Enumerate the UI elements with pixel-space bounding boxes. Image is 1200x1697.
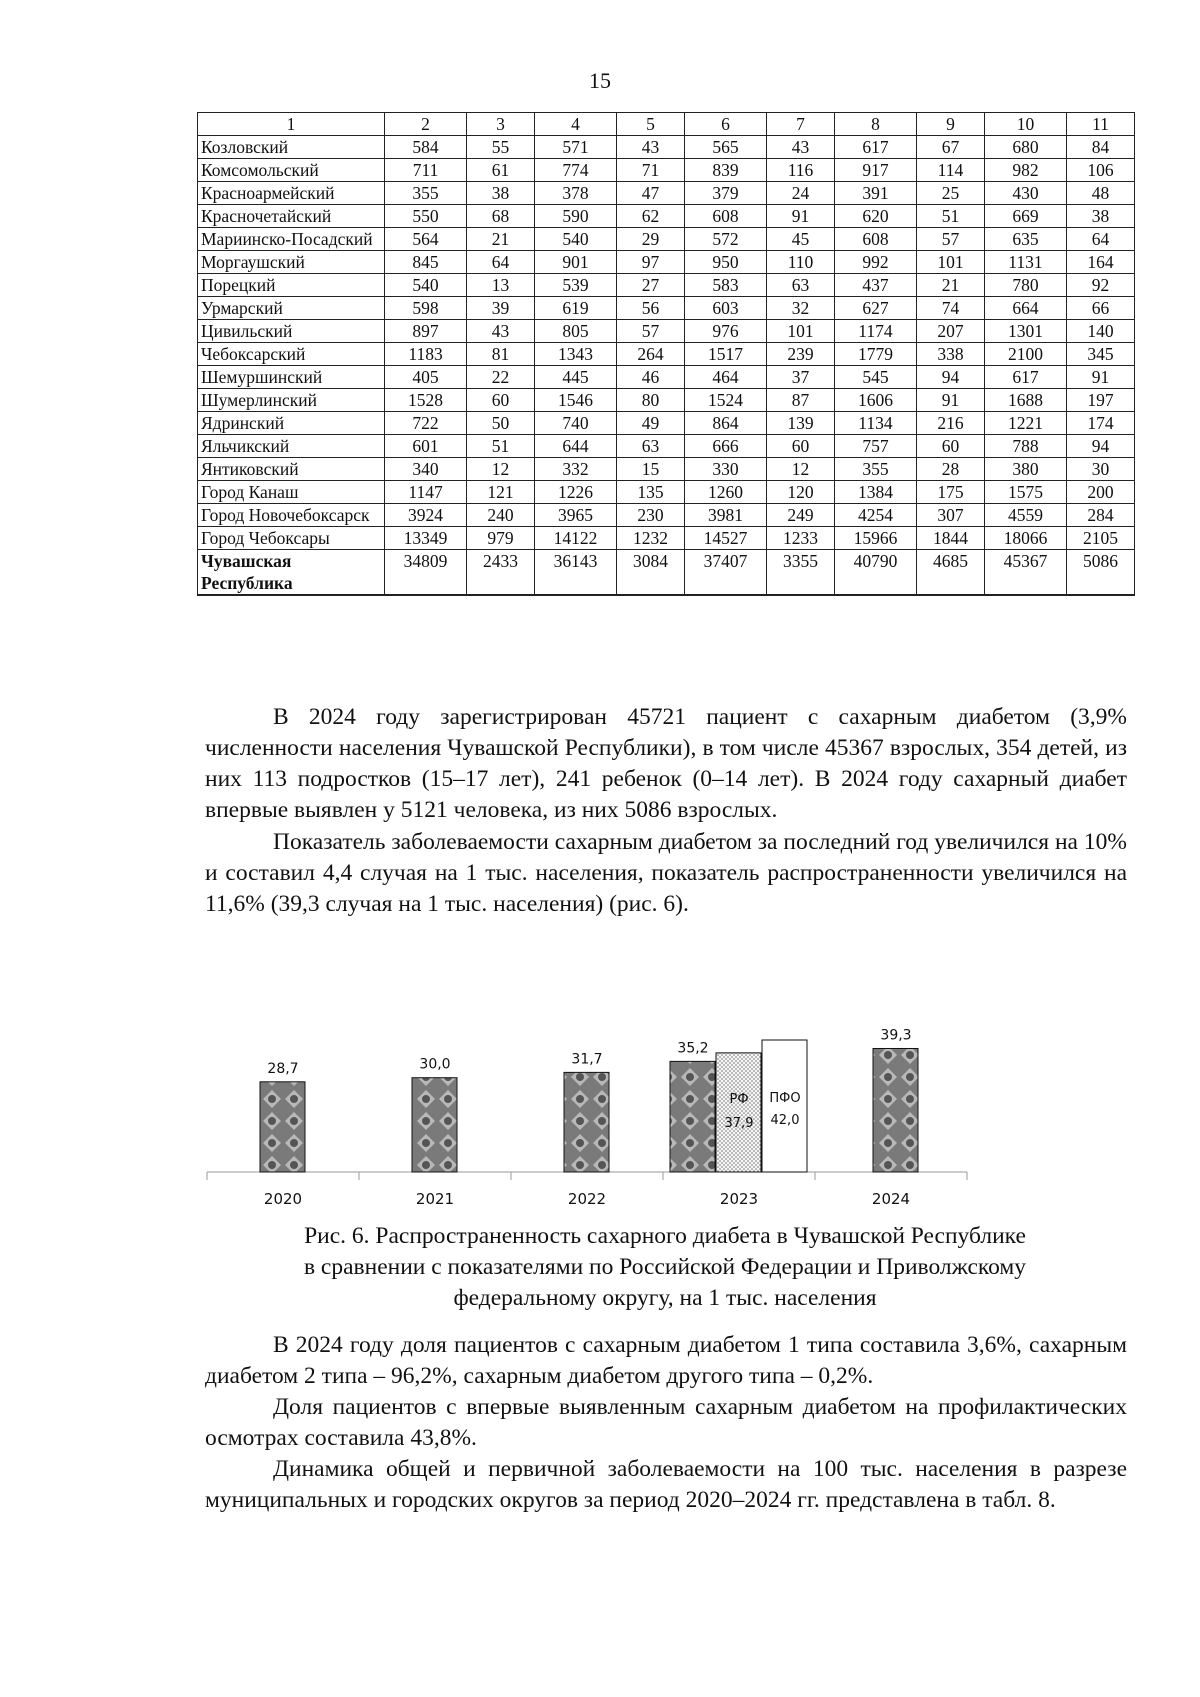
table-row xyxy=(198,343,1135,366)
table-cell: 1134 xyxy=(834,412,916,435)
table-cell: 539 xyxy=(534,274,616,297)
table-cell: 21 xyxy=(467,228,535,251)
table-cell: 4559 xyxy=(984,504,1066,527)
table-cell: 1384 xyxy=(834,481,916,504)
x-tick-label: 2020 xyxy=(263,1190,303,1208)
table-cell: 30 xyxy=(1067,458,1135,481)
table-cell: 135 xyxy=(617,481,685,504)
table-cell: 64 xyxy=(467,251,535,274)
table-cell: 94 xyxy=(1067,435,1135,458)
table-cell: 355 xyxy=(834,458,916,481)
table-cell: 43 xyxy=(467,320,535,343)
table-cell: 60 xyxy=(767,435,835,458)
table-cell: 284 xyxy=(1067,504,1135,527)
table-cell: 28 xyxy=(917,458,985,481)
district-name-cell: Город Канаш xyxy=(198,481,385,504)
table-cell: 66 xyxy=(1067,297,1135,320)
table-cell: 175 xyxy=(917,481,985,504)
bar xyxy=(762,1040,807,1172)
x-tick-label: 2024 xyxy=(871,1190,911,1208)
table-cell: 106 xyxy=(1067,159,1135,182)
table-cell: 43 xyxy=(767,136,835,159)
table-cell: 340 xyxy=(385,458,467,481)
table-cell: 140 xyxy=(1067,320,1135,343)
table-cell: 230 xyxy=(617,504,685,527)
table-cell: 338 xyxy=(917,343,985,366)
table-row xyxy=(198,435,1135,458)
table-header-cell: 4 xyxy=(534,113,616,136)
table-cell: 40790 xyxy=(834,550,916,596)
table-cell: 2433 xyxy=(467,550,535,596)
table-header-cell: 2 xyxy=(385,113,467,136)
table-cell: 845 xyxy=(385,251,467,274)
table-row xyxy=(198,274,1135,297)
table-cell: 379 xyxy=(684,182,766,205)
table-cell: 1301 xyxy=(984,320,1066,343)
table-cell: 564 xyxy=(385,228,467,251)
table-cell: 345 xyxy=(1067,343,1135,366)
table-cell: 666 xyxy=(684,435,766,458)
table-cell: 74 xyxy=(917,297,985,320)
table-cell: 197 xyxy=(1067,389,1135,412)
table-row xyxy=(198,205,1135,228)
table-cell: 94 xyxy=(917,366,985,389)
table-cell: 1844 xyxy=(917,527,985,550)
table-cell: 3981 xyxy=(684,504,766,527)
district-name-cell: Янтиковский xyxy=(198,458,385,481)
table-row xyxy=(198,389,1135,412)
table-cell: 1183 xyxy=(385,343,467,366)
table-cell: 608 xyxy=(684,205,766,228)
table-cell: 1343 xyxy=(534,343,616,366)
district-name-cell: Ядринский xyxy=(198,412,385,435)
table-cell: 805 xyxy=(534,320,616,343)
table-cell: 601 xyxy=(385,435,467,458)
x-tick-label: 2021 xyxy=(415,1190,455,1208)
table-header-row xyxy=(198,113,1135,136)
data-label: 31,7 xyxy=(571,1051,603,1068)
table-cell: 13349 xyxy=(385,527,467,550)
table-cell: 55 xyxy=(467,136,535,159)
data-label: 42,0 xyxy=(770,1113,800,1128)
table-cell: 47 xyxy=(617,182,685,205)
table-cell: 92 xyxy=(1067,274,1135,297)
table-cell: 45 xyxy=(767,228,835,251)
table-cell: 617 xyxy=(834,136,916,159)
paragraph-dynamics: Динамика общей и первичной заболеваемости на 100 тыс. населения в разрезе муниципальных и городских округов за период 2020–2024 гг. представлена в табл. 8. xyxy=(205,1456,1127,1513)
table-cell: 116 xyxy=(767,159,835,182)
table-cell: 901 xyxy=(534,251,616,274)
table-cell: 982 xyxy=(984,159,1066,182)
table-cell: 80 xyxy=(617,389,685,412)
table-cell: 897 xyxy=(385,320,467,343)
district-name-cell: Шумерлинский xyxy=(198,389,385,412)
table-cell: 60 xyxy=(467,389,535,412)
table-cell: 101 xyxy=(767,320,835,343)
table-cell: 617 xyxy=(984,366,1066,389)
table-cell: 200 xyxy=(1067,481,1135,504)
table-row xyxy=(198,182,1135,205)
table-cell: 1575 xyxy=(984,481,1066,504)
table-cell: 37407 xyxy=(684,550,766,596)
table-cell: 91 xyxy=(1067,366,1135,389)
table-cell: 780 xyxy=(984,274,1066,297)
table-cell: 38 xyxy=(467,182,535,205)
table-cell: 603 xyxy=(684,297,766,320)
table-row xyxy=(198,458,1135,481)
data-label: 28,7 xyxy=(267,1060,299,1077)
district-name-cell: Шемуршинский xyxy=(198,366,385,389)
table-cell: 774 xyxy=(534,159,616,182)
table-cell: 332 xyxy=(534,458,616,481)
table-cell: 64 xyxy=(1067,228,1135,251)
table-cell: 24 xyxy=(767,182,835,205)
table-cell: 57 xyxy=(917,228,985,251)
table-cell: 627 xyxy=(834,297,916,320)
table-row xyxy=(198,251,1135,274)
table-cell: 584 xyxy=(385,136,467,159)
table-cell: 619 xyxy=(534,297,616,320)
table-cell: 120 xyxy=(767,481,835,504)
table-header-cell: 11 xyxy=(1067,113,1135,136)
table-cell: 540 xyxy=(534,228,616,251)
table-row xyxy=(198,159,1135,182)
table-cell: 57 xyxy=(617,320,685,343)
table-cell: 43 xyxy=(617,136,685,159)
table-header-cell: 1 xyxy=(198,113,385,136)
bar xyxy=(260,1082,305,1172)
table-cell: 15966 xyxy=(834,527,916,550)
table-cell: 1221 xyxy=(984,412,1066,435)
bar xyxy=(564,1072,609,1172)
table-header-cell: 6 xyxy=(684,113,766,136)
caption-line-1: Рис. 6. Распространенность сахарного диабета в Чувашской Республике xyxy=(304,1223,1026,1249)
table-cell: 12 xyxy=(467,458,535,481)
table-cell: 240 xyxy=(467,504,535,527)
table-cell: 540 xyxy=(385,274,467,297)
table-cell: 139 xyxy=(767,412,835,435)
bar xyxy=(670,1061,715,1172)
table-row xyxy=(198,481,1135,504)
caption-line-2: в сравнении с показателями по Российской Федерации и Приволжскому xyxy=(303,1254,1027,1280)
table-cell: 635 xyxy=(984,228,1066,251)
table-cell: 50 xyxy=(467,412,535,435)
bar xyxy=(412,1078,457,1172)
data-label: 30,0 xyxy=(419,1056,451,1073)
table-cell: 1688 xyxy=(984,389,1066,412)
table-cell: 15 xyxy=(617,458,685,481)
table-cell: 21 xyxy=(917,274,985,297)
table-row xyxy=(198,550,1135,596)
table-cell: 979 xyxy=(467,527,535,550)
table-cell: 1517 xyxy=(684,343,766,366)
table-cell: 13 xyxy=(467,274,535,297)
table-cell: 4685 xyxy=(917,550,985,596)
table-cell: 571 xyxy=(534,136,616,159)
table-row xyxy=(198,504,1135,527)
table-cell: 239 xyxy=(767,343,835,366)
table-cell: 1524 xyxy=(684,389,766,412)
table-cell: 1260 xyxy=(684,481,766,504)
table-cell: 598 xyxy=(385,297,467,320)
table-cell: 572 xyxy=(684,228,766,251)
table-cell: 110 xyxy=(767,251,835,274)
table-cell: 25 xyxy=(917,182,985,205)
table-cell: 14122 xyxy=(534,527,616,550)
table-cell: 45367 xyxy=(984,550,1066,596)
table-cell: 711 xyxy=(385,159,467,182)
table-header-cell: 5 xyxy=(617,113,685,136)
table-cell: 664 xyxy=(984,297,1066,320)
table-cell: 39 xyxy=(467,297,535,320)
district-name-cell: Мариинско-Посадский xyxy=(198,228,385,251)
table-cell: 61 xyxy=(467,159,535,182)
table-cell: 864 xyxy=(684,412,766,435)
table-cell: 174 xyxy=(1067,412,1135,435)
table-cell: 22 xyxy=(467,366,535,389)
prevalence-bar-chart xyxy=(195,1000,995,1215)
table-cell: 101 xyxy=(917,251,985,274)
page-number: 15 xyxy=(589,68,611,93)
table-cell: 307 xyxy=(917,504,985,527)
district-name-cell: Цивильский xyxy=(198,320,385,343)
table-cell: 644 xyxy=(534,435,616,458)
table-cell: 437 xyxy=(834,274,916,297)
table-cell: 380 xyxy=(984,458,1066,481)
table-cell: 121 xyxy=(467,481,535,504)
paragraph-diabetes-registered: В 2024 году зарегистрирован 45721 пациент с сахарным диабетом (3,9% численности населения Чувашской Республики), в том числе 45367 взрослых, 354 детей, из них 113 подростков (15–17 лет), 241 ребенок (0–14 лет). В 2024 году сахарный диабет впервые выявлен у 5121 человека, из них 5086 взрослых. xyxy=(205,704,1127,823)
table-cell: 405 xyxy=(385,366,467,389)
data-label: 37,9 xyxy=(724,1115,754,1131)
table-cell: 3924 xyxy=(385,504,467,527)
district-name-cell: Город Чебоксары xyxy=(198,527,385,550)
table-cell: 545 xyxy=(834,366,916,389)
table-cell: 1226 xyxy=(534,481,616,504)
table-cell: 3355 xyxy=(767,550,835,596)
table-cell: 48 xyxy=(1067,182,1135,205)
district-name-cell: Город Новочебоксарск xyxy=(198,504,385,527)
table-cell: 51 xyxy=(917,205,985,228)
table-cell: 378 xyxy=(534,182,616,205)
district-name-cell: Чувашская Республика xyxy=(198,550,385,596)
table-cell: 950 xyxy=(684,251,766,274)
table-cell: 330 xyxy=(684,458,766,481)
table-cell: 60 xyxy=(917,435,985,458)
table-cell: 722 xyxy=(385,412,467,435)
table-cell: 34809 xyxy=(385,550,467,596)
table-cell: 5086 xyxy=(1067,550,1135,596)
table-cell: 391 xyxy=(834,182,916,205)
paragraph-diabetes-types: В 2024 году доля пациентов с сахарным диабетом 1 типа составила 3,6%, сахарным диабетом 2 типа – 96,2%, сахарным диабетом другого типа – 0,2%. xyxy=(205,1332,1127,1389)
table-cell: 14527 xyxy=(684,527,766,550)
table-cell: 36143 xyxy=(534,550,616,596)
table-cell: 46 xyxy=(617,366,685,389)
table-row xyxy=(198,412,1135,435)
table-cell: 37 xyxy=(767,366,835,389)
table-cell: 68 xyxy=(467,205,535,228)
table-header-cell: 9 xyxy=(917,113,985,136)
table-cell: 430 xyxy=(984,182,1066,205)
table-cell: 1779 xyxy=(834,343,916,366)
paragraph-incidence-rate: Показатель заболеваемости сахарным диабетом за последний год увеличился на 10% и составил 4,4 случая на 1 тыс. населения, показатель распространенности увеличился на 11,6% (39,3 случая на 1 тыс. населения) (рис. 6). xyxy=(205,829,1127,917)
table-row xyxy=(198,527,1135,550)
table-cell: 97 xyxy=(617,251,685,274)
table-cell: 992 xyxy=(834,251,916,274)
table-cell: 84 xyxy=(1067,136,1135,159)
table-cell: 2105 xyxy=(1067,527,1135,550)
table-cell: 1131 xyxy=(984,251,1066,274)
table-cell: 207 xyxy=(917,320,985,343)
table-header-cell: 3 xyxy=(467,113,535,136)
series-name-label: РФ xyxy=(729,1091,749,1107)
table-cell: 355 xyxy=(385,182,467,205)
table-cell: 216 xyxy=(917,412,985,435)
district-name-cell: Яльчикский xyxy=(198,435,385,458)
table-cell: 3965 xyxy=(534,504,616,527)
table-cell: 56 xyxy=(617,297,685,320)
district-name-cell: Комсомольский xyxy=(198,159,385,182)
table-cell: 839 xyxy=(684,159,766,182)
series-name-label: ПФО xyxy=(769,1091,801,1106)
table-cell: 1232 xyxy=(617,527,685,550)
table-cell: 249 xyxy=(767,504,835,527)
table-cell: 264 xyxy=(617,343,685,366)
table-cell: 976 xyxy=(684,320,766,343)
table-cell: 788 xyxy=(984,435,1066,458)
table-cell: 620 xyxy=(834,205,916,228)
table-cell: 114 xyxy=(917,159,985,182)
table-cell: 51 xyxy=(467,435,535,458)
table-cell: 608 xyxy=(834,228,916,251)
table-cell: 62 xyxy=(617,205,685,228)
table-cell: 12 xyxy=(767,458,835,481)
paragraph-screening-share: Доля пациентов с впервые выявленным сахарным диабетом на профилактических осмотрах составила 43,8%. xyxy=(205,1394,1127,1451)
x-tick-label: 2023 xyxy=(719,1190,759,1208)
data-label: 35,2 xyxy=(677,1040,709,1057)
table-cell: 757 xyxy=(834,435,916,458)
table-cell: 63 xyxy=(617,435,685,458)
district-name-cell: Моргаушский xyxy=(198,251,385,274)
table-cell: 680 xyxy=(984,136,1066,159)
morbidity-table xyxy=(197,112,1135,596)
x-tick-label: 2022 xyxy=(567,1190,607,1208)
table-cell: 87 xyxy=(767,389,835,412)
district-name-cell: Козловский xyxy=(198,136,385,159)
table-cell: 1174 xyxy=(834,320,916,343)
district-name-cell: Порецкий xyxy=(198,274,385,297)
table-row xyxy=(198,136,1135,159)
table-cell: 445 xyxy=(534,366,616,389)
figure-caption xyxy=(200,1221,1130,1314)
table-cell: 91 xyxy=(767,205,835,228)
table-row xyxy=(198,320,1135,343)
table-header-cell: 8 xyxy=(834,113,916,136)
table-cell: 1606 xyxy=(834,389,916,412)
table-cell: 1528 xyxy=(385,389,467,412)
district-name-cell: Красночетайский xyxy=(198,205,385,228)
table-cell: 669 xyxy=(984,205,1066,228)
bar xyxy=(873,1048,918,1172)
table-cell: 464 xyxy=(684,366,766,389)
bar xyxy=(716,1053,761,1172)
table-cell: 550 xyxy=(385,205,467,228)
table-row xyxy=(198,297,1135,320)
table-cell: 63 xyxy=(767,274,835,297)
table-header-cell: 7 xyxy=(767,113,835,136)
table-cell: 32 xyxy=(767,297,835,320)
table-row xyxy=(198,228,1135,251)
table-cell: 4254 xyxy=(834,504,916,527)
table-cell: 81 xyxy=(467,343,535,366)
table-cell: 27 xyxy=(617,274,685,297)
table-cell: 49 xyxy=(617,412,685,435)
table-cell: 590 xyxy=(534,205,616,228)
caption-line-3: федеральному округу, на 1 тыс. населения xyxy=(453,1285,877,1311)
data-label: 39,3 xyxy=(880,1027,912,1044)
table-cell: 1233 xyxy=(767,527,835,550)
table-header-cell: 10 xyxy=(984,113,1066,136)
table-cell: 67 xyxy=(917,136,985,159)
table-cell: 164 xyxy=(1067,251,1135,274)
table-cell: 740 xyxy=(534,412,616,435)
table-cell: 3084 xyxy=(617,550,685,596)
table-cell: 91 xyxy=(917,389,985,412)
table-cell: 2100 xyxy=(984,343,1066,366)
table-cell: 583 xyxy=(684,274,766,297)
district-name-cell: Урмарский xyxy=(198,297,385,320)
district-name-cell: Красноармейский xyxy=(198,182,385,205)
table-row xyxy=(198,366,1135,389)
table-cell: 18066 xyxy=(984,527,1066,550)
district-name-cell: Чебоксарский xyxy=(198,343,385,366)
table-cell: 38 xyxy=(1067,205,1135,228)
table-cell: 1147 xyxy=(385,481,467,504)
table-cell: 1546 xyxy=(534,389,616,412)
table-cell: 917 xyxy=(834,159,916,182)
table-cell: 29 xyxy=(617,228,685,251)
table-cell: 565 xyxy=(684,136,766,159)
table-cell: 71 xyxy=(617,159,685,182)
